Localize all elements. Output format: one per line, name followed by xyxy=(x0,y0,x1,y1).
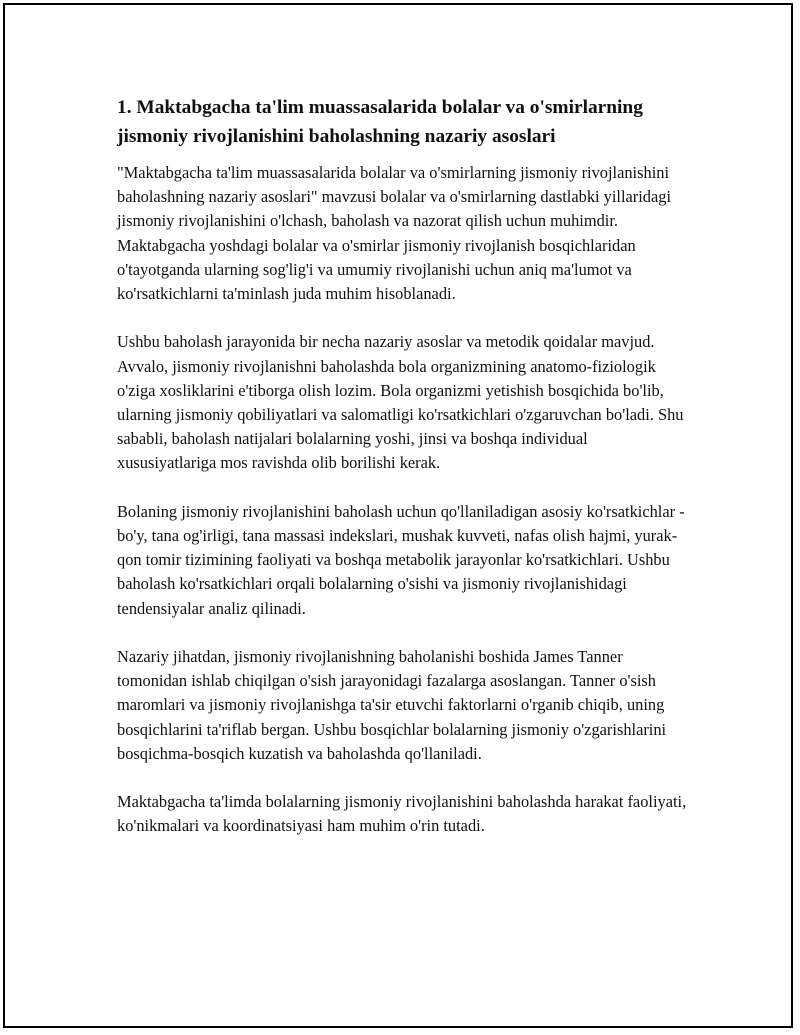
paragraph-3: Bolaning jismoniy rivojlanishini baholash uchun qo'llaniladigan asosiy ko'rsatkichlar - bo'y, tana og'irligi, tana massasi indekslari, mushak kuvveti, nafas olish hajmi, yurak-qon tomir tizimining faoliyati va boshqa metabolik jarayonlar ko'rsatkichlari. Ushbu baholash ko'rsatkichlari orqali bolalarning o'sishi va jismoniy rivojlanishidagi tendensiyalar analiz qilinadi. xyxy=(117,501,685,618)
paragraph-2: Ushbu baholash jarayonida bir necha nazariy asoslar va metodik qoidalar mavjud. Avvalo, jismoniy rivojlanishni baholashda bola organizmining anatomo-fiziologik o'ziga xosliklarini e'tiborga olish lozim. Bola organizmi yetishish bosqichida bo'lib, ularning jismoniy qobiliyatlari va salomatligi ko'rsatkichlari o'zgaruvchan bo'ladi. Shu sababli, baholash natijalari bolalarning yoshi, jinsi va boshqa individual xususiyatlariga mos ravishda olib borilishi kerak. xyxy=(117,332,684,473)
section-heading: 1. Maktabgacha ta'lim muassasalarida bolalar va o'smirlarning jismoniy rivojlanishini baholashning nazariy asoslari xyxy=(117,97,643,147)
paragraph-1: "Maktabgacha ta'lim muassasalarida bolalar va o'smirlarning jismoniy rivojlanishini baholashning nazariy asoslari" mavzusi bolalar va o'smirlarning dastlabki yillaridagi jismoniy rivojlanishini o'lchash, baholash va nazorat qilish uchun muhimdir. Maktabgacha yoshdagi bolalar va o'smirlar jismoniy rivojlanish bosqichlaridan o'tayotganda ularning sog'lig'i va umumiy rivojlanishi uchun aniq ma'lumot va ko'rsatkichlarni ta'minlash juda muhim hisoblanadi. xyxy=(117,163,672,304)
paragraph-5: Maktabgacha ta'limda bolalarning jismoniy rivojlanishini baholashda harakat faoliyati, ko'nikmalari va koordinatsiyasi ham muhim o'rin tutadi. xyxy=(117,792,687,836)
document-body xyxy=(117,94,687,863)
paragraph-4: Nazariy jihatdan, jismoniy rivojlanishning baholanishi boshida James Tanner tomonidan ishlab chiqilgan o'sish jarayonidagi fazalarga asoslangan. Tanner o'sish maromlari va jismoniy rivojlanishga ta'sir etuvchi faktorlarni o'rganib chiqib, uning bosqichlarini ta'riflab bergan. Ushbu bosqichlar bolalarning jismoniy o'zgarishlarini bosqichma-bosqich kuzatish va baholashda qo'llaniladi. xyxy=(117,647,667,763)
